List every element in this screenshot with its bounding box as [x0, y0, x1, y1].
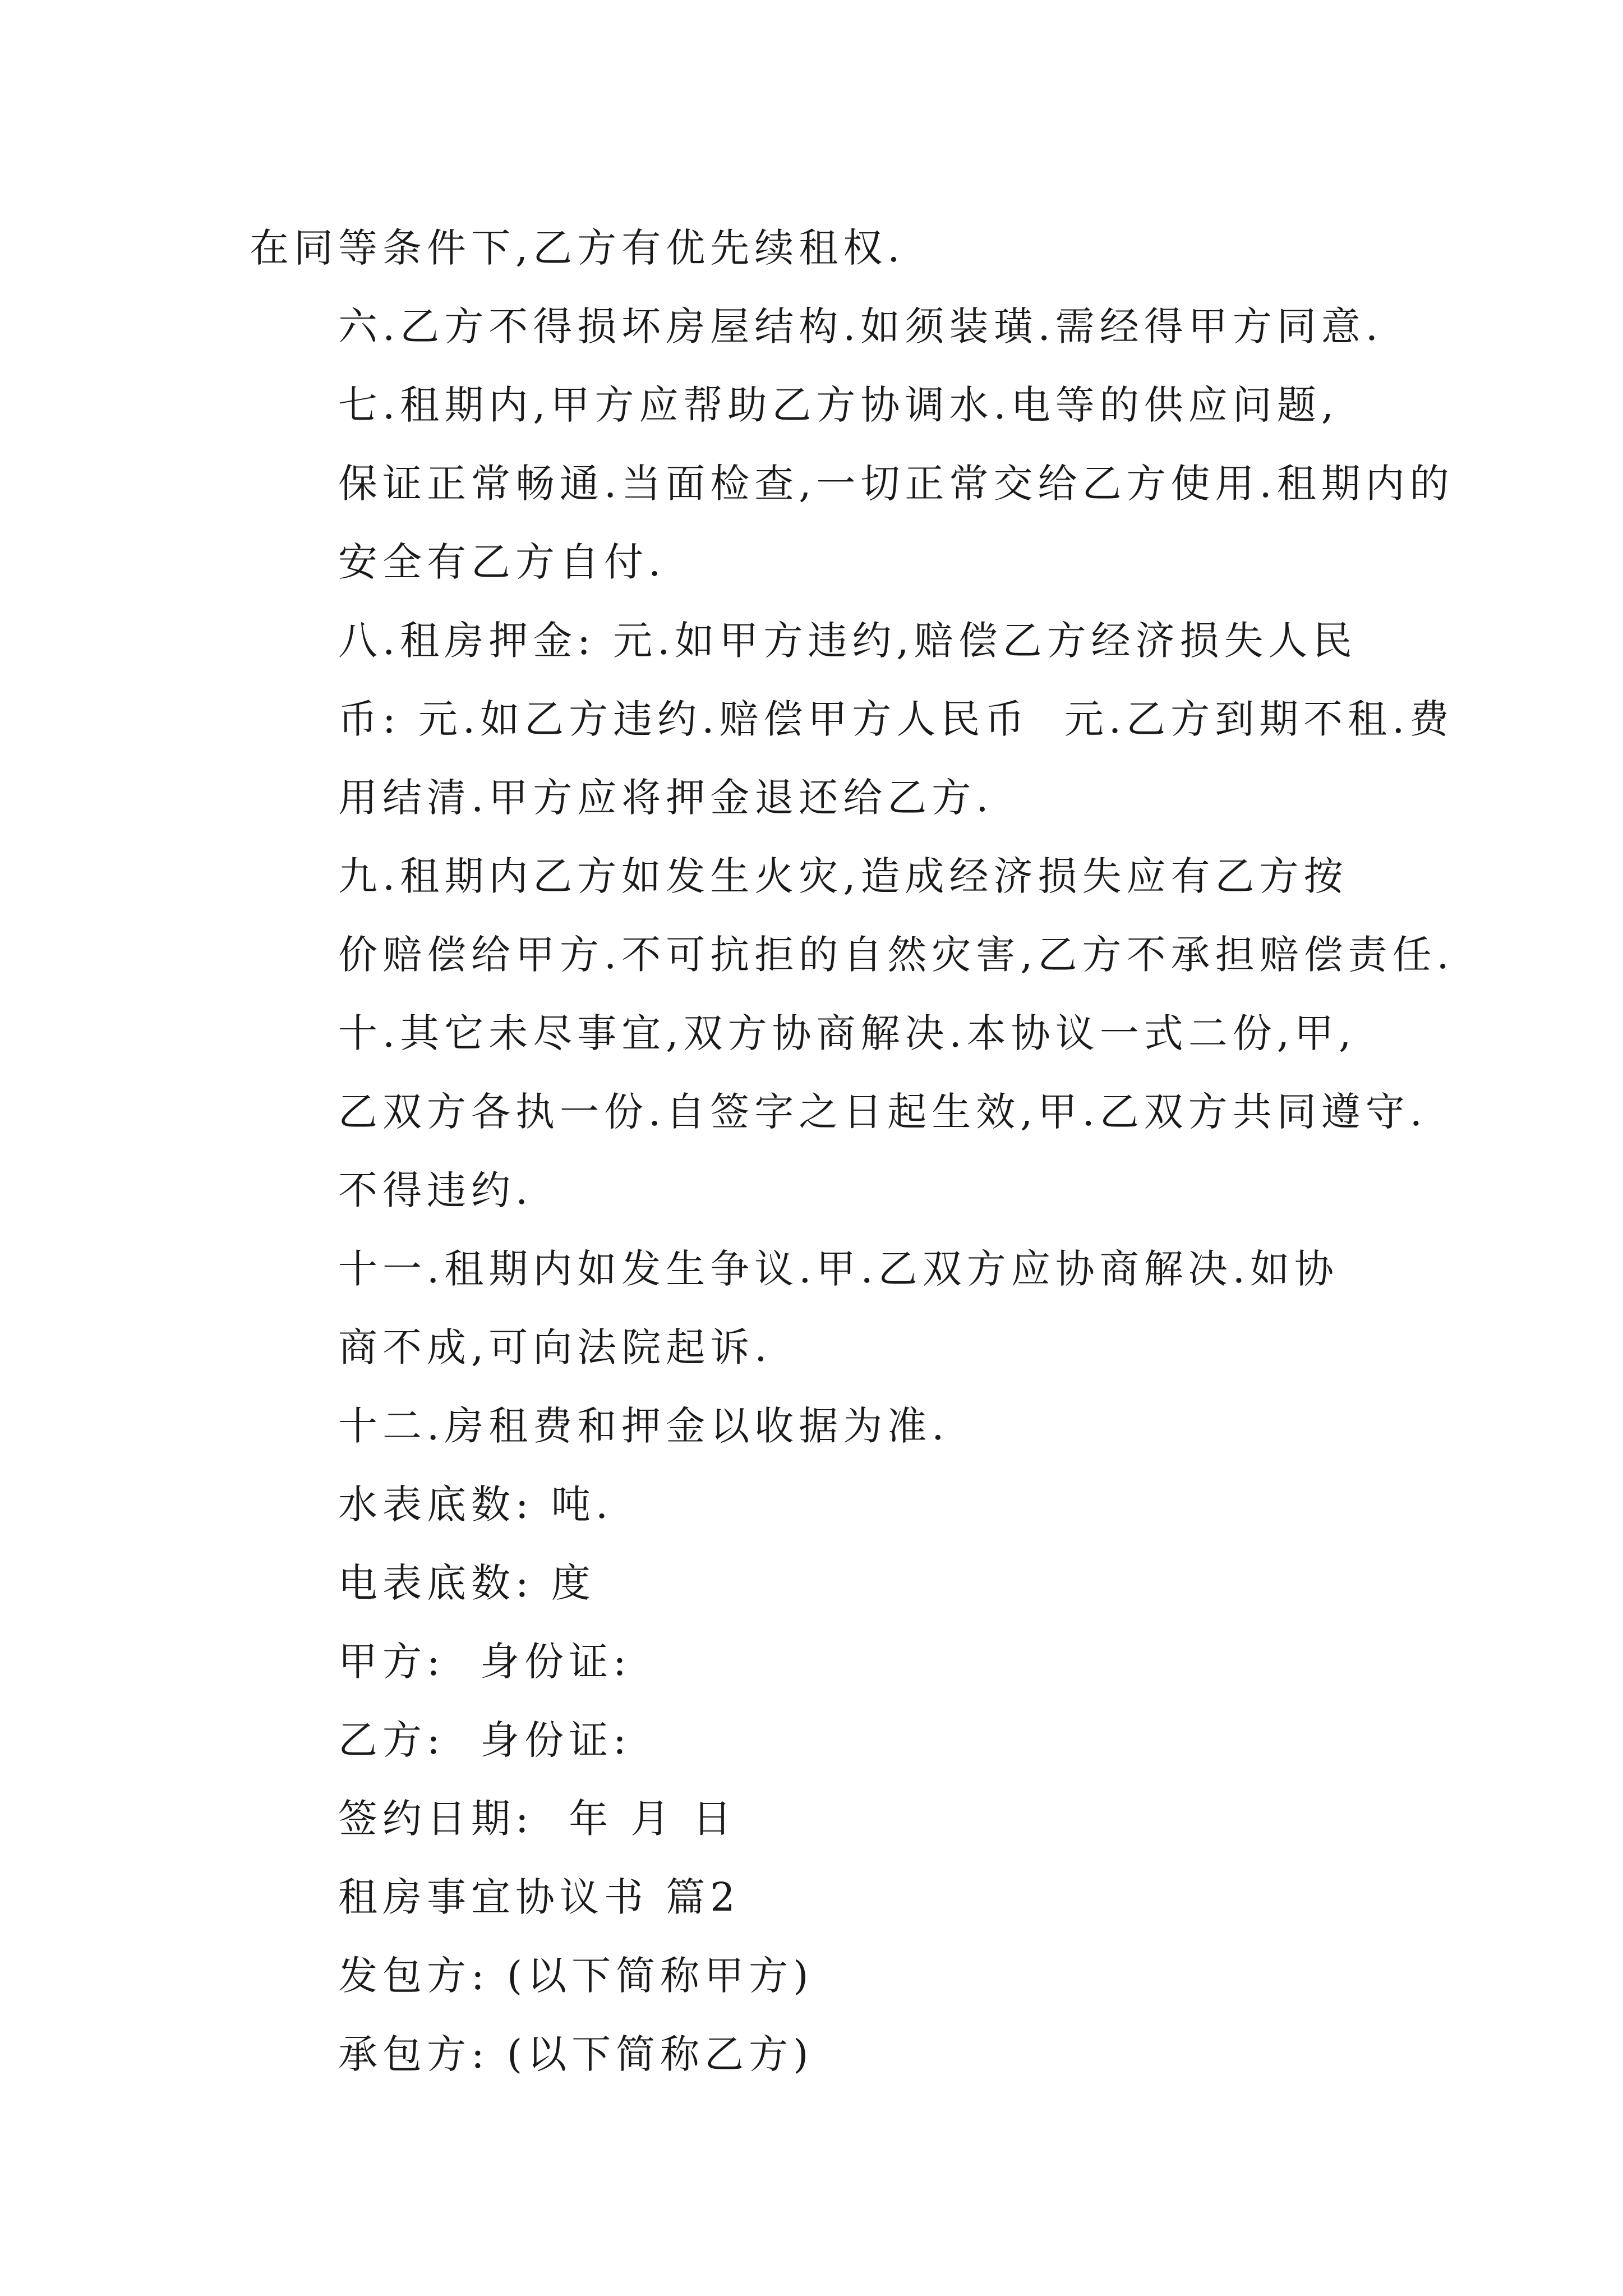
paragraph-line: 乙双方各执一份.自签字之日起生效,甲.乙双方共同遵守.: [338, 1089, 1428, 1135]
paragraph-line: 保证正常畅通.当面检查,一切正常交给乙方使用.租期内的: [338, 461, 1454, 507]
document-paragraph: [250, 1858, 1388, 1936]
paragraph-line: 电表底数: 度: [338, 1560, 596, 1606]
paragraph-line: 在同等条件下,乙方有优先续租权.: [250, 225, 905, 271]
paragraph-line: 甲方: 身份证:: [338, 1639, 631, 1685]
paragraph-line: 十二.房租费和押金以收据为准.: [338, 1403, 949, 1449]
document-paragraph: [250, 994, 1428, 1230]
document-paragraph: [250, 209, 1388, 287]
document-paragraph: [250, 1544, 1388, 1622]
paragraph-line: 用结清.甲方应将押金退还给乙方.: [338, 775, 994, 821]
document-paragraph: [250, 1779, 1388, 1858]
document-paragraph: [250, 366, 1454, 601]
document-paragraph: [250, 1622, 1388, 1701]
document-paragraph: [250, 1701, 1388, 1779]
paragraph-line: 十一.租期内如发生争议.甲.乙双方应协商解决.如协: [338, 1246, 1339, 1292]
document-paragraph: [250, 2015, 1388, 2093]
paragraph-line: 承包方: (以下简称乙方): [338, 2031, 814, 2077]
paragraph-line: 九.租期内乙方如发生火灾,造成经济损失应有乙方按: [338, 853, 1348, 899]
paragraph-line: 币: 元.如乙方违约.赔偿甲方人民币 元.乙方到期不租.费: [338, 696, 1454, 742]
paragraph-line: 十.其它未尽事宜,双方协商解决.本协议一式二份,甲,: [338, 1010, 1357, 1056]
document-paragraph: [250, 1387, 1388, 1465]
paragraph-line: 八.租房押金: 元.如甲方违约,赔偿乙方经济损失人民: [338, 618, 1357, 664]
paragraph-line: 乙方: 身份证:: [338, 1717, 631, 1763]
paragraph-line: 发包方: (以下简称甲方): [338, 1953, 814, 1999]
document-paragraph: [250, 1936, 1388, 2015]
paragraph-line: 七.租期内,甲方应帮助乙方协调水.电等的供应问题,: [338, 382, 1339, 428]
paragraph-line: 安全有乙方自付.: [338, 539, 666, 585]
paragraph-line: 水表底数: 吨.: [338, 1481, 614, 1527]
paragraph-line: 签约日期: 年 月 日: [338, 1796, 737, 1842]
paragraph-line: 商不成,可向法院起诉.: [338, 1324, 772, 1370]
document-paragraph: [250, 601, 1454, 837]
document-body: [250, 209, 1454, 2093]
document-paragraph: [250, 287, 1388, 366]
paragraph-line: 六.乙方不得损坏房屋结构.如须装璜.需经得甲方同意.: [338, 303, 1384, 349]
document-paragraph: [250, 1230, 1388, 1387]
document-paragraph: [250, 1465, 1388, 1544]
paragraph-line: 价赔偿给甲方.不可抗拒的自然灾害,乙方不承担赔偿责任.: [338, 932, 1454, 978]
paragraph-line: 租房事宜协议书 篇2: [338, 1874, 740, 1920]
document-paragraph: [250, 837, 1454, 994]
paragraph-line: 不得违约.: [338, 1167, 533, 1213]
